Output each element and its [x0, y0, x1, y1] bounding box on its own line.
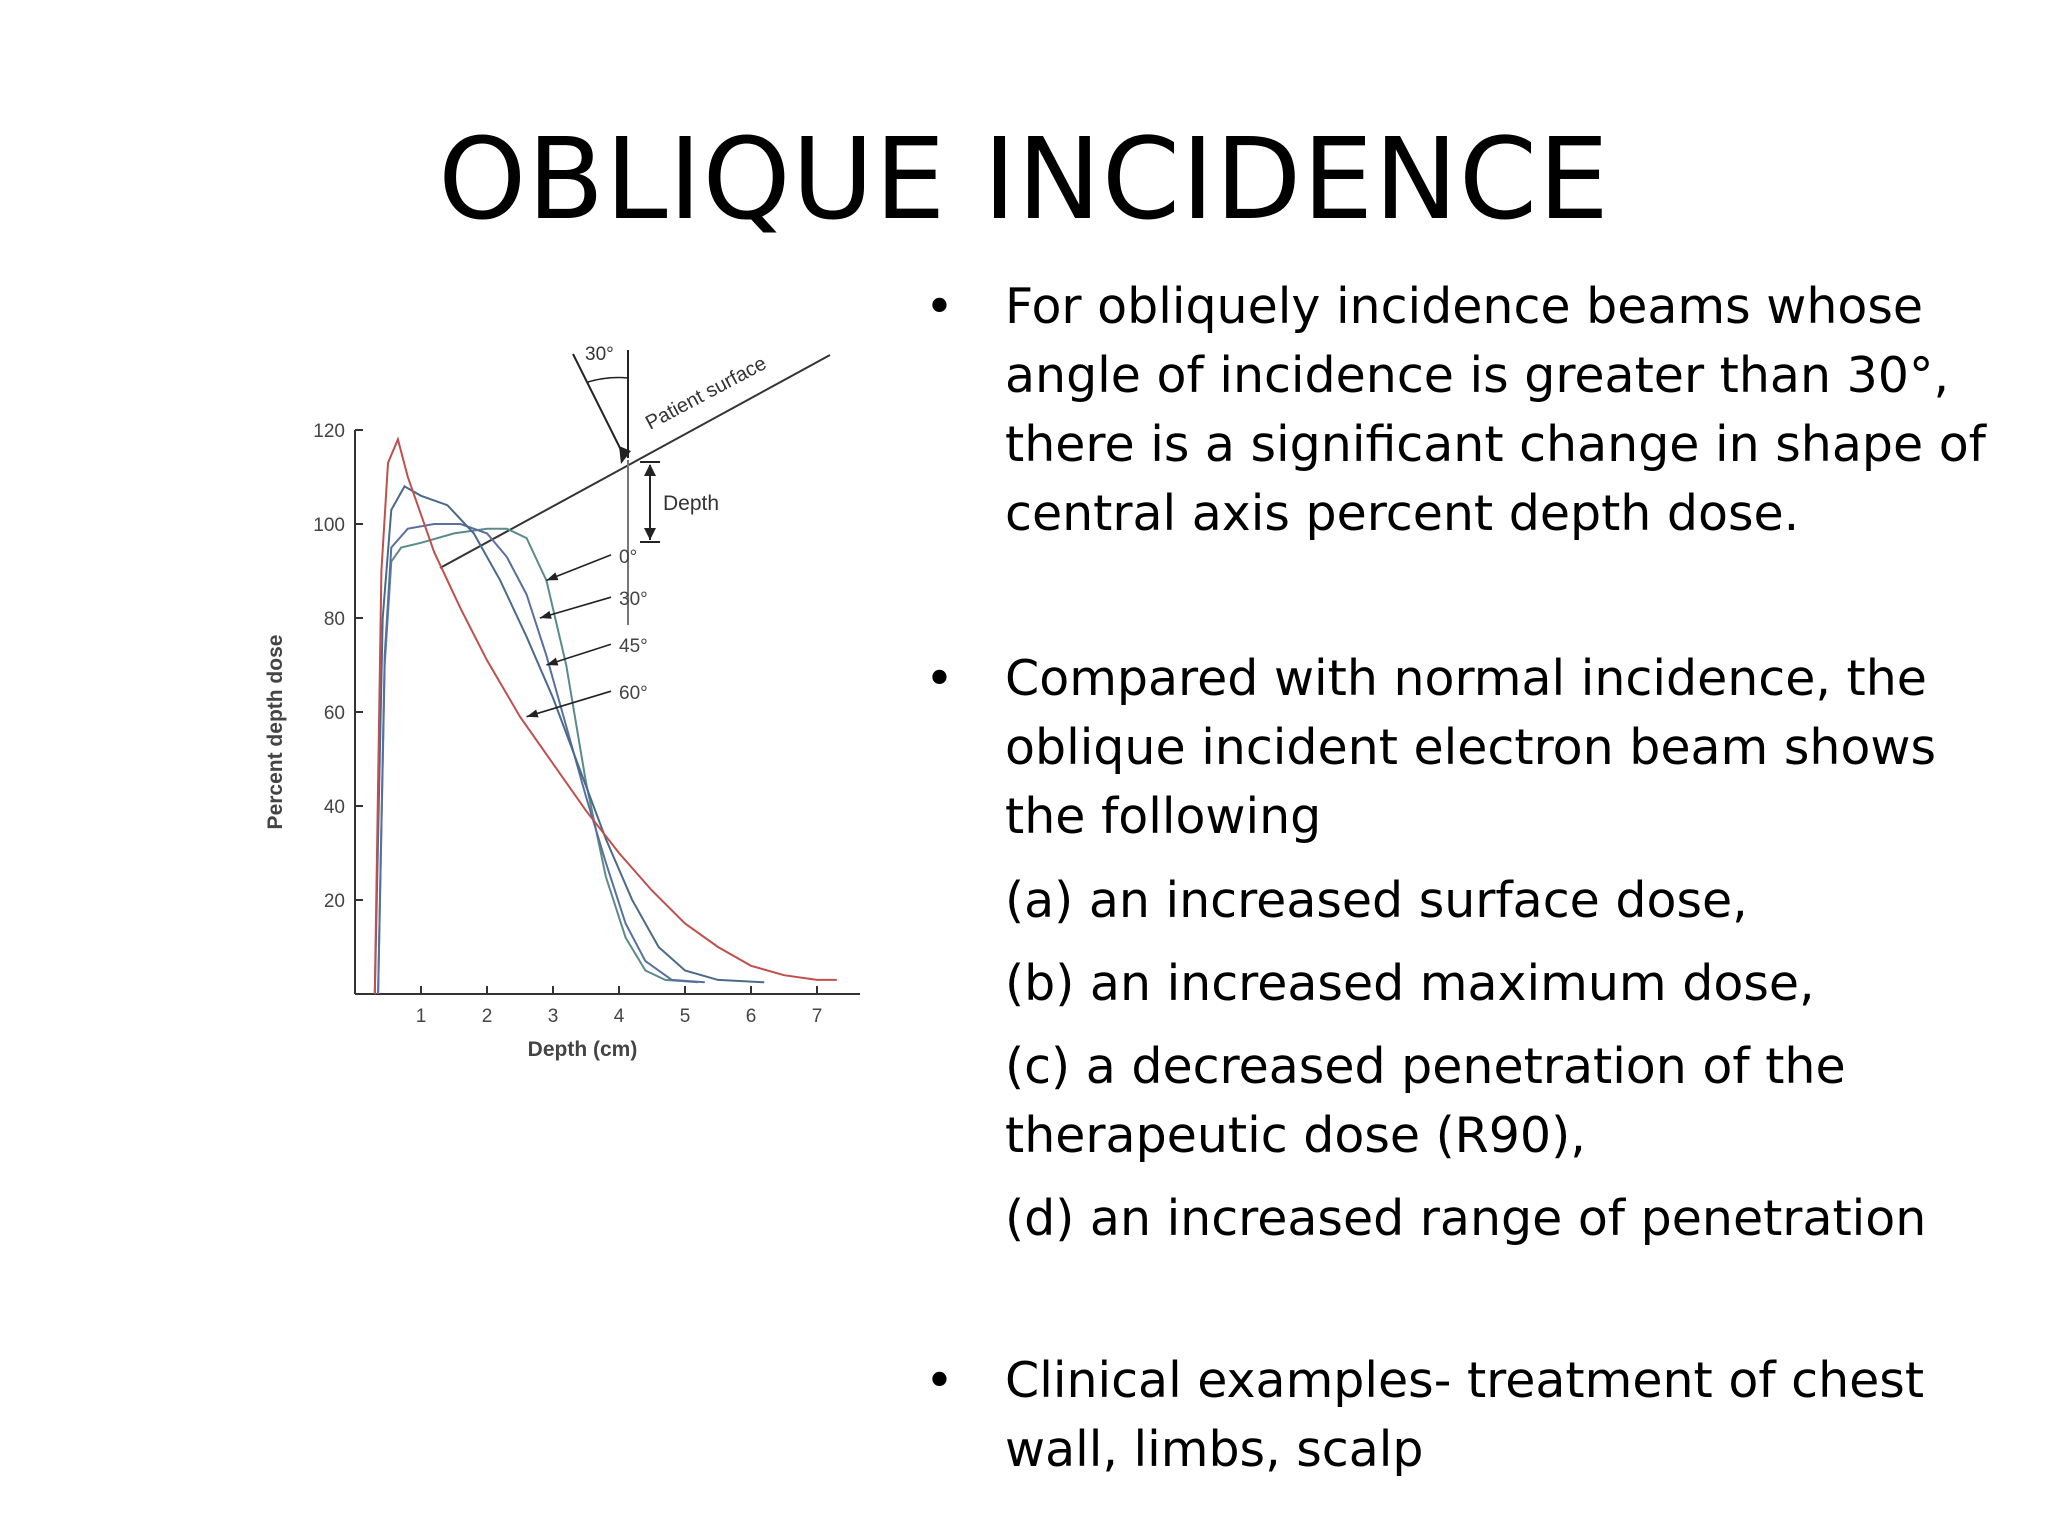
y-tick-label: 120: [313, 421, 345, 442]
x-tick-label: 7: [811, 1006, 823, 1027]
x-tick-label: 6: [745, 1006, 757, 1027]
y-tick-label: 40: [323, 797, 345, 818]
series-line: [375, 439, 837, 994]
depth-arrow-up: [644, 464, 656, 476]
incidence-diagram: [440, 344, 830, 625]
bullet-item: [915, 272, 2015, 548]
x-tick-label: 3: [547, 1006, 559, 1027]
sub-item: (b) an increased maximum dose,: [1005, 955, 1815, 1012]
angle-arc: [588, 378, 628, 383]
pdd-chart: [250, 330, 870, 1536]
x-axis-title: Depth (cm): [527, 1038, 638, 1061]
sub-item-list: [915, 852, 2015, 1253]
sub-item: (c) a decreased penetration of the therapeutic dose (R90),: [1005, 1038, 1846, 1164]
annotation-arrowhead: [540, 611, 552, 619]
y-tick-label: 20: [323, 891, 345, 912]
x-tick-label: 1: [415, 1006, 427, 1027]
bullet-text: Compared with normal incidence, the oblique incident electron beam shows the following: [1005, 650, 1936, 845]
annotation-arrowhead: [527, 710, 539, 718]
series-line: [375, 486, 764, 994]
bullet-glyph: •: [925, 278, 954, 335]
beam-arrowhead: [619, 446, 631, 464]
annotation-arrowhead: [546, 572, 558, 580]
sub-item: (a) an increased surface dose,: [1005, 872, 1748, 929]
sub-item: (d) an increased range of penetration: [1005, 1190, 1927, 1247]
chart-axes: [264, 421, 860, 1061]
series-line: [378, 529, 698, 994]
bullet-glyph: •: [925, 650, 954, 707]
y-tick-label: 80: [323, 609, 345, 630]
series-label: 30°: [619, 589, 648, 611]
bullet-glyph: •: [925, 1352, 954, 1409]
x-tick-label: 2: [481, 1006, 493, 1027]
bullet-text: For obliquely incidence beams whose angle of incidence is greater than 30°, there is a significant change in shape of central axis percent depth dose.: [1005, 278, 1986, 542]
patient-surface-line: [440, 355, 830, 568]
patient-surface-label: Patient surface: [642, 352, 771, 435]
series-line: [378, 524, 705, 994]
chart-annotations: [527, 547, 648, 717]
y-axis-title: Percent depth dose: [264, 634, 287, 830]
figure: [250, 330, 870, 1536]
bullet-item: [915, 644, 2015, 851]
x-tick-label: 5: [679, 1006, 691, 1027]
angle-label: 30°: [585, 344, 614, 365]
series-label: 0°: [619, 546, 638, 568]
depth-arrow-down: [644, 528, 656, 540]
depth-label: Depth: [663, 492, 720, 515]
series-label: 60°: [619, 683, 648, 705]
beam-line: [573, 354, 625, 458]
bullet-item: [915, 1346, 2015, 1484]
slide-title: OBLIQUE INCIDENCE: [438, 115, 1610, 245]
bullet-text: Clinical examples- treatment of chest wall, limbs, scalp: [1005, 1352, 1925, 1478]
annotation-arrow: [527, 691, 611, 717]
y-tick-label: 60: [323, 703, 345, 724]
series-label: 45°: [619, 636, 648, 658]
chart-series: [375, 439, 837, 994]
x-tick-label: 4: [613, 1006, 625, 1027]
y-tick-label: 100: [313, 515, 345, 536]
